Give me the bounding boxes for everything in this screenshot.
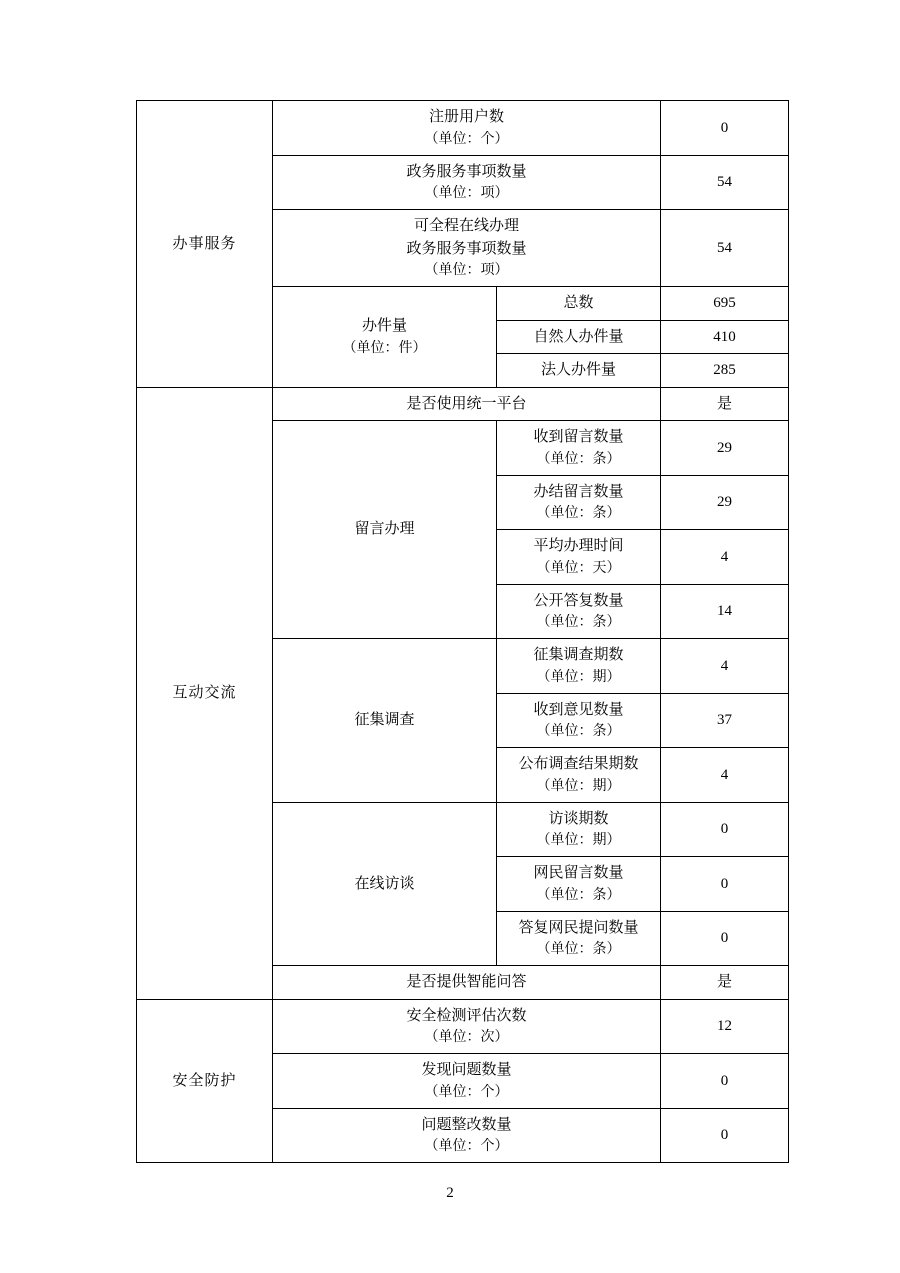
item-label-issues-rectified: [273, 1108, 661, 1163]
value-public-replies: 14: [661, 584, 789, 639]
value-survey-periods: 4: [661, 639, 789, 694]
item-unit-text: （单位：次）: [424, 1030, 509, 1045]
value-total-cases: 695: [661, 287, 789, 321]
item-label-smart-qa: 是否提供智能问答: [273, 966, 661, 1000]
item-label-text: 办件量: [361, 318, 407, 334]
item-label-text: 问题整改数量: [421, 1116, 512, 1133]
item-unit-text: （单位：个）: [424, 131, 509, 147]
government-website-report-table: [136, 100, 789, 1163]
table-row: [137, 387, 789, 421]
sub-label-public-replies: [497, 584, 661, 639]
item-unit-text: （单位：项）: [424, 263, 509, 278]
sub-label-text: 征集调查期数: [533, 647, 624, 663]
category-cell-anquanfanghu: 安全防护: [137, 999, 273, 1163]
value-published-survey-results: 4: [661, 748, 789, 803]
value-average-handling-time: 4: [661, 530, 789, 585]
value-registered-users: 0: [661, 101, 789, 156]
value-opinions-received: 37: [661, 693, 789, 748]
category-cell-banshifuwu: 办事服务: [137, 101, 273, 388]
value-messages-received: 29: [661, 421, 789, 476]
item-label-online-interview: 在线访谈: [273, 802, 497, 966]
category-cell-hudongjiaoliu: 互动交流: [137, 387, 273, 999]
item-label-handled-cases: [273, 287, 497, 388]
sub-unit-text: （单位：条）: [536, 506, 621, 521]
value-security-assessments: 12: [661, 999, 789, 1054]
sub-unit-text: （单位：期）: [536, 833, 621, 848]
value-netizen-question-replies: 0: [661, 911, 789, 966]
table-row: [137, 999, 789, 1054]
sub-label-text: 网民留言数量: [533, 865, 624, 881]
sub-label-total-cases: 总数: [497, 287, 661, 321]
report-table-wrapper: [136, 100, 788, 1163]
item-unit-text: （单位：件）: [342, 340, 427, 356]
item-label-message-handling: 留言办理: [273, 421, 497, 639]
sub-label-text: 平均办理时间: [533, 538, 624, 554]
value-messages-completed: 29: [661, 475, 789, 530]
item-label-text: 发现问题数量: [421, 1062, 512, 1078]
page-number: 2: [446, 1185, 454, 1201]
item-label-text: 注册用户数: [428, 109, 504, 125]
item-unit-text: （单位：项）: [424, 186, 509, 201]
sub-unit-text: （单位：条）: [536, 724, 621, 739]
item-label-text-line1: 可全程在线办理: [413, 218, 519, 234]
sub-label-text: 访谈期数: [548, 810, 609, 827]
item-label-survey-collection: 征集调查: [273, 639, 497, 803]
sub-label-text: 公开答复数量: [533, 592, 624, 609]
sub-unit-text: （单位：条）: [536, 887, 621, 903]
item-label-text: 安全检测评估次数: [406, 1007, 527, 1024]
item-label-issues-found: [273, 1054, 661, 1109]
sub-label-text: 收到留言数量: [533, 429, 624, 445]
sub-label-text: 办结留言数量: [533, 483, 624, 500]
value-smart-qa: 是: [661, 966, 789, 1000]
sub-label-interview-periods: [497, 802, 661, 857]
sub-label-legal-person-cases: 法人办件量: [497, 354, 661, 388]
value-legal-person-cases: 285: [661, 354, 789, 388]
sub-label-text: 收到意见数量: [533, 701, 624, 718]
sub-unit-text: （单位：条）: [536, 942, 621, 957]
sub-label-messages-completed: [497, 475, 661, 530]
value-fully-online-service-items: 54: [661, 210, 789, 287]
item-label-service-items-count: [273, 155, 661, 210]
sub-unit-text: （单位：天）: [536, 560, 621, 576]
table-row: [137, 101, 789, 156]
item-label-unified-platform: 是否使用统一平台: [273, 387, 661, 421]
item-unit-text: （单位：个）: [424, 1084, 509, 1100]
value-service-items-count: 54: [661, 155, 789, 210]
sub-label-text: 答复网民提问数量: [518, 919, 639, 936]
sub-label-opinions-received: [497, 693, 661, 748]
sub-unit-text: （单位：期）: [536, 778, 621, 794]
item-label-security-assessments: [273, 999, 661, 1054]
item-label-text: 政务服务事项数量: [406, 163, 527, 180]
sub-unit-text: （单位：条）: [536, 615, 621, 630]
item-label-registered-users: [273, 101, 661, 156]
item-unit-text: （单位：个）: [424, 1139, 509, 1154]
value-natural-person-cases: 410: [661, 320, 789, 354]
value-issues-found: 0: [661, 1054, 789, 1109]
value-netizen-messages: 0: [661, 857, 789, 912]
sub-unit-text: （单位：条）: [536, 451, 621, 467]
sub-label-average-handling-time: [497, 530, 661, 585]
sub-label-natural-person-cases: 自然人办件量: [497, 320, 661, 354]
sub-label-messages-received: [497, 421, 661, 476]
item-label-fully-online-service-items: [273, 210, 661, 287]
value-unified-platform: 是: [661, 387, 789, 421]
sub-label-netizen-messages: [497, 857, 661, 912]
sub-label-text: 公布调查结果期数: [518, 756, 639, 772]
sub-unit-text: （单位：期）: [536, 669, 621, 685]
sub-label-published-survey-results: [497, 748, 661, 803]
sub-label-survey-periods: [497, 639, 661, 694]
item-label-text-line2: 政务服务事项数量: [406, 240, 527, 257]
sub-label-netizen-question-replies: [497, 911, 661, 966]
value-issues-rectified: 0: [661, 1108, 789, 1163]
value-interview-periods: 0: [661, 802, 789, 857]
